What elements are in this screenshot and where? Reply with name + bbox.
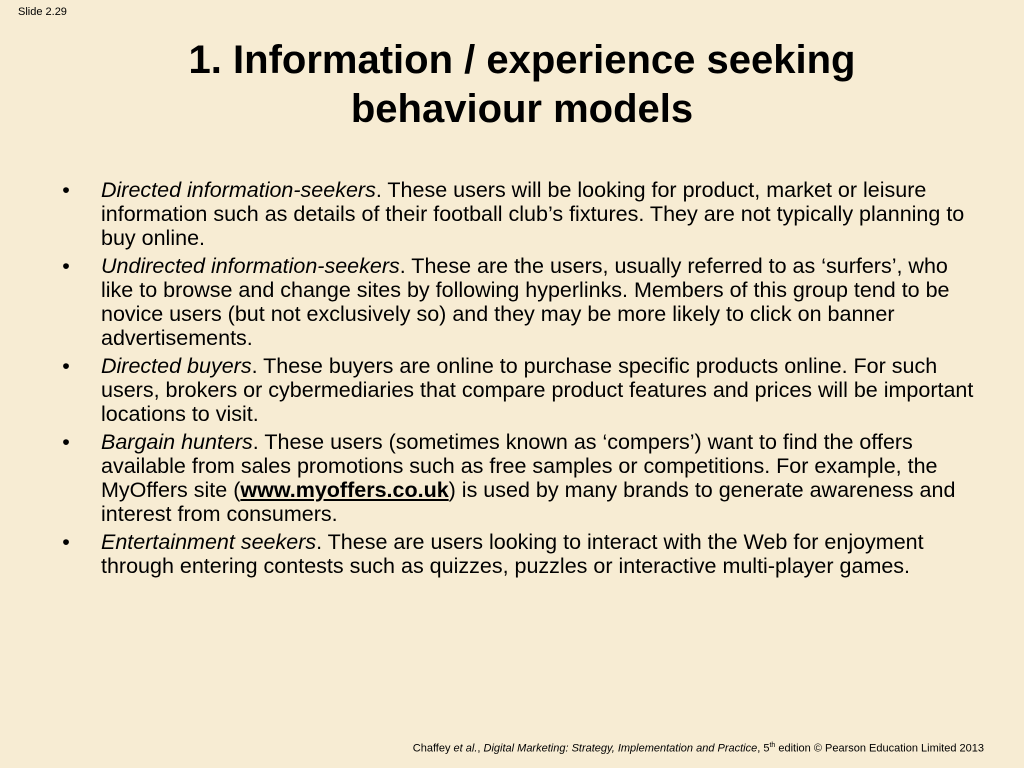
bullet-marker: • bbox=[62, 254, 70, 278]
bullet-marker: • bbox=[62, 354, 70, 378]
footer-edition-number: , 5 bbox=[757, 742, 770, 755]
bullet-marker: • bbox=[62, 178, 70, 202]
footer-book-title: Digital Marketing: Strategy, Implementation and Practice bbox=[483, 742, 758, 755]
footer-copyright: edition © Pearson Education Limited 2013 bbox=[775, 742, 984, 755]
footer-edition-superscript: th bbox=[769, 742, 776, 749]
bullet-term: Bargain hunters bbox=[101, 430, 253, 454]
bullet-list bbox=[56, 178, 976, 582]
bullet-term: Undirected information-seekers bbox=[101, 254, 400, 278]
bullet-text: . These users (sometimes known as ‘compers’) want to find the offers available from sales promotions such as free samples or competitions. For example, the MyOffers site ( bbox=[101, 430, 938, 502]
bullet-item-undirected-information-seekers bbox=[56, 254, 976, 350]
title-line-2: behaviour models bbox=[350, 87, 694, 131]
bullet-text: . These are the users, usually referred to as ‘surfers’, who like to browse and change sites by following hyperlinks. Members of this group tend to be novice users (but not exclusively so) and they may be more likely to click on banner advertisements. bbox=[101, 254, 950, 350]
bullet-item-directed-buyers bbox=[56, 354, 976, 426]
bullet-marker: • bbox=[62, 530, 70, 554]
slide-title bbox=[60, 36, 984, 134]
bullet-marker: • bbox=[62, 430, 70, 454]
footer-etal: et al. bbox=[453, 742, 478, 755]
bullet-text-after: ) is used by many brands to generate awareness and interest from consumers. bbox=[101, 478, 956, 526]
bullet-text: . These users will be looking for product, market or leisure information such as details of their football club’s fixtures. They are not typically planning to buy online. bbox=[101, 178, 965, 250]
slide-number: Slide 2.29 bbox=[18, 6, 67, 18]
bullet-text: . These are users looking to interact with the Web for enjoyment through entering contests such as quizzes, puzzles or interactive multi-player games. bbox=[101, 530, 924, 578]
bullet-item-bargain-hunters bbox=[56, 430, 976, 526]
footer-separator: , bbox=[477, 742, 484, 755]
myoffers-link[interactable]: www.myoffers.co.uk bbox=[240, 478, 449, 502]
bullet-term: Directed buyers bbox=[101, 354, 252, 378]
bullet-item-entertainment-seekers bbox=[56, 530, 976, 578]
bullet-term: Directed information-seekers bbox=[101, 178, 376, 202]
title-line-1: 1. Information / experience seeking bbox=[188, 38, 856, 82]
bullet-item-directed-information-seekers bbox=[56, 178, 976, 250]
footer-authors: Chaffey bbox=[412, 742, 454, 755]
bullet-text: . These buyers are online to purchase specific products online. For such users, brokers or cybermediaries that compare product features and prices will be important locations to visit. bbox=[101, 354, 974, 426]
bullet-term: Entertainment seekers bbox=[101, 530, 317, 554]
footer-citation bbox=[413, 742, 984, 755]
